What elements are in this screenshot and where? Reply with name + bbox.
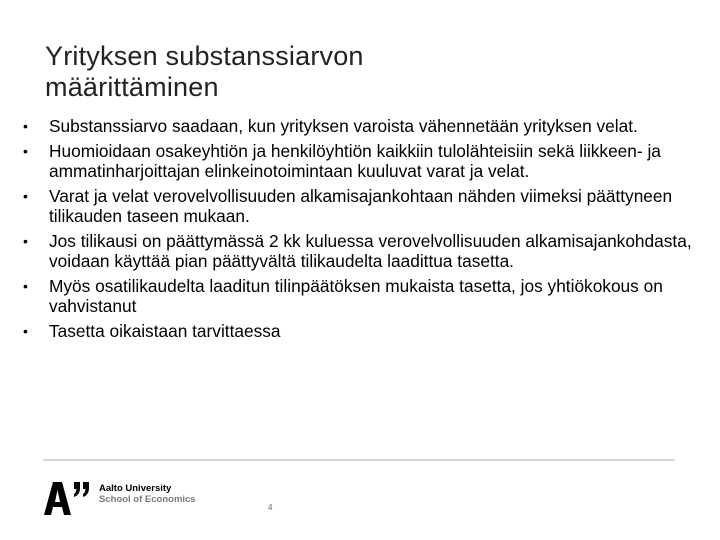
bullet-item [20,116,710,136]
bullet-text: Varat ja velat verovelvollisuuden alkamisajankohtaan nähden viimeksi päättyneen tilikauden taseen mukaan. [49,186,673,226]
bullet-item [20,231,710,271]
page-number: 4 [268,503,273,512]
bullet-icon: • [23,233,28,249]
bullet-text: Jos tilikausi on päättymässä 2 kk kuluessa verovelvollisuuden alkamisajankohdasta, voidaan käyttää pian päättyvältä tilikaudelta laadittua tasetta. [49,231,692,271]
bullet-icon: • [23,118,28,134]
title-line-1: Yrityksen substanssiarvon [45,41,364,71]
slide-title [45,41,665,103]
bullet-text: Huomioidaan osakeyhtiön ja henkilöyhtiön kaikkiin tulolähteisiin sekä liikkeen- ja ammatinharjoittajan elinkeinotoimintaan kuuluvat varat ja velat. [49,141,661,181]
bullet-text: Substanssiarvo saadaan, kun yrityksen varoista vähennetään yrityksen velat. [49,116,638,136]
bullet-item [20,141,710,181]
bullet-item [20,276,710,316]
bullet-text: Myös osatilikaudelta laaditun tilinpäätöksen mukaista tasetta, jos yhtiökokous on vahvistanut [49,276,663,316]
logo-text [99,483,196,505]
logo-school: School of Economics [99,494,196,505]
bullet-item [20,186,710,226]
bullet-text: Tasetta oikaistaan tarvittaessa [49,321,281,341]
aalto-logo [44,482,214,516]
logo-university: Aalto University [99,483,172,494]
bullet-item [20,321,710,341]
bullet-icon: • [23,188,28,204]
bullet-list [20,116,710,346]
bullet-icon: • [23,143,28,159]
title-line-2: määrittäminen [45,72,219,102]
footer-divider [43,459,675,461]
aalto-a-icon [44,482,96,516]
bullet-icon: • [23,278,28,294]
bullet-icon: • [23,323,28,339]
